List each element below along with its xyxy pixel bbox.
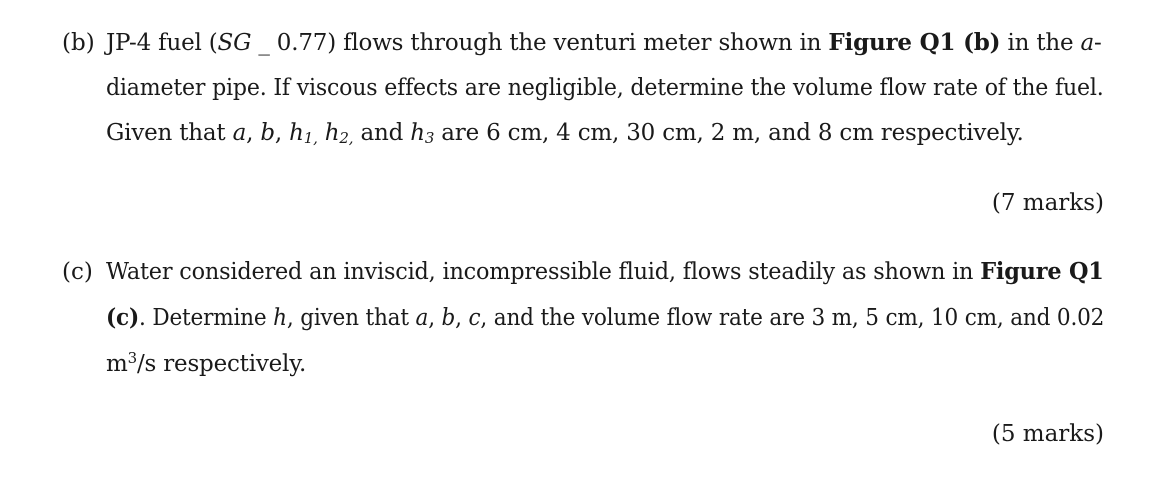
- question-b-line-1: JP-4 fuel (SG _ 0.77) flows through the venturi meter shown in Figure Q1 (b) in the a-: [106, 29, 1102, 56]
- question-b-label: (b): [62, 30, 95, 56]
- question-c-line-3: $m^3/s$ respectively.: [106, 349, 307, 377]
- question-c-line-2: (c). Determine h, given that a, b, c, and the volume flow rate are 3 m, 5 cm, 10 cm, and 0.02: [106, 304, 1105, 331]
- figure-ref-c: Figure Q1: [980, 258, 1104, 285]
- question-b-marks: (7 marks): [991, 190, 1104, 216]
- question-c-line-1: Water considered an inviscid, incompressible fluid, flows steadily as shown in Figure Q1: [106, 258, 1104, 285]
- question-b-line-3: Given that a, b, $h_{1,}$ $h_{2,}$ and $h_3$ are 6 cm, 4 cm, 30 cm, 2 m, and 8 cm respectively.: [106, 120, 1024, 147]
- question-b-line-2: diameter pipe. If viscous effects are negligible, determine the volume flow rate of the fuel.: [106, 75, 1104, 101]
- question-c-label: (c): [62, 259, 93, 285]
- sg-symbol: SG: [217, 30, 252, 56]
- question-c-marks: (5 marks): [991, 421, 1104, 447]
- figure-ref-b: Figure Q1 (b): [828, 29, 1001, 56]
